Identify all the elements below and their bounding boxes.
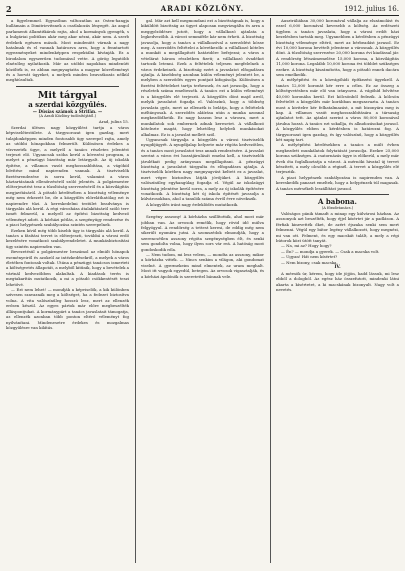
article-heading: Mit tárgyal	[37, 89, 98, 101]
dialogue-line: — Na, mi az? Hogy hogy?	[281, 243, 332, 249]
article-subheading: — Dúsías számok a Strifán. —	[32, 108, 103, 114]
article-paragraph: Valóságos pánik támadt a minap egy külvárosi házban. Az asszonyok azt beszélték, hogy éjjel kísértet jár a padláson. A férfiak kinevették őket, de azért éjszaka senki sem mert felmenni. Végül egy bátor legény vállalkozott, hogy megnézi, mi van ott. Felment, és egy macskát talált, a mely a régi bútorok közt ütött tanyát.	[276, 211, 399, 244]
section-numeral: IV.	[334, 265, 341, 271]
intro-paragraph: a figyelemmel. Egyszóban változatlan az Osten-hangja hullámain a Dimitrievitsnek a csatlakozás lényegét. Az angol parlamenti államtitkárok rajta, ahol a kormányok gyengék, s a bulgáriai politikus akár meg akar nézni, akár nem. A szerb érdekek egészen mások. Most mindenütt várnak a nagy hatalmak és el vannak határozva arra, hogy a fenntartott egyezményeket mindenképpen respektálni kívánják. Ez a birodalom egyszerűen tudomásul vette. A görög legutóbb elnézőleg nyilatkozik. Már az utóbbi napokban mindenütt közölték is, ez abban megnyugtatta a magyar közvéleményt és a horvát ügyeket, a melyek minden beavatkozás nélkül meghiúsultak.	[6, 18, 129, 83]
article-paragraph: — Nem tudom, mi lesz velem, — mondta az asszony, mikor a kórházba vitték. — Nincs senkim a világon, aki gondomat viselné. A gyermekeim mind elmentek, az uram meghalt. Most itt vagyok egyedül, betegen. Az orvosok vigasztalják, és a kórházi ápolónők is szeretettel bánnak vele.	[141, 252, 264, 279]
article-paragraph: Szegény asszony! A kórházba szállították, ahol most már jobban van. Az orvosok remélik, hogy rövid idő múlva felgyógyul. A rendőrség a tettest keresi, de eddig még nem sikerült nyomára jutni. A szomszédok elmondják, hogy a szerencsétlen asszony régóta szegénységben élt, és senki sem gondolta volna, hogy ilyen sors vár reá. A hatóság most gondoskodik róla.	[141, 214, 264, 252]
article-paragraph: A mélyépítési kérdésekben a tanács a múlt évben megkezdett munkálatok folytatását javasolja. Ezekre 25,000 korona szükséges. A csatornázás ügye is előkerül, a mely már évek óta foglalkoztatja a várost. A mérnöki hivatal új tervet készített, a mely olcsóbb a réginél. A tervet a közgyűlés elé terjesztik.	[276, 142, 399, 175]
issue-date: 1912. julius 16.	[344, 5, 399, 13]
dialogue-line: — Ugyan! Hát nem kísértet?	[281, 254, 338, 260]
dialogue-line: — Nem bizony, csak macska.	[281, 259, 338, 265]
newspaper-page	[6, 4, 399, 567]
newspaper-title: ARADI KÖZLÖNY.	[160, 4, 245, 13]
column-divider	[135, 18, 136, 563]
masthead	[6, 4, 399, 14]
article-paragraph: A mélyépítési és a közvágóhídi építkezési ügyekről. A tanács 12,000 koronát kér erre a célra. Ez az összeg a költségvetésben már elő van irányozva. A vágóhíd bővítése 40,000 koronába kerül. Ezt kölcsönből fedezik. A kölcsön felvételét a közgyűlés már korábban megszavazta. A tanács most a kivitelre kér felhatalmazást, a mit bizonyára meg is kap. A villamos vasút meghosszabbítására a társaság ajánlatot tett. Az ajánlat szerint a város 80,000 koronával járulna hozzá. A tanács ezt sokallja, és alkudozásokat javasol. A közgyűlés ebben a kérdésben is határozni fog. A tárgysorozat igen gazdag, és így valószínű, hogy a közgyűlés két napig tart.	[276, 77, 399, 142]
article-dateline: Arad, julius 15.	[98, 119, 129, 125]
column-1	[6, 18, 129, 563]
section-divider	[151, 210, 254, 211]
article-paragraph: Bevezetésül a polgármester beszámol az elmúlt hónapok eseményeiről és azokról az intézkedésekről, a melyek a város életében fontosak voltak. Utána a pénzügyi tanácsos ismerteti a költségvetés állapotát, a melyből kitűnik, hogy a bevételek a vártnál kedvezőbben alakultak. A kiadások terén is megtakarítás mutatkozik, a mi a pótadó csökkentését teszi lehetővé.	[6, 249, 129, 287]
section-title: A babona.	[318, 197, 357, 206]
article-paragraph: gal. Már azt kell megmondani ezt a bizottságnak is, hogy a kiküldött bizottság az ügyet alaposan megvizsgálta és arra a meggyőződésre jutott, hogy a vállalkozó ajánlata a legkedvezőbb. A várost semmiféle kár nem érheti. A bizottság javasolja, hogy a tanács a vállalkozóval a szerződést kösse meg. A szerződés feltételei a következők: a vállalkozó köteles a munkát a megállapított határidőre befejezni; a város a vételárat három részletben fizeti; a vállalkozó óvadékot tartozik letenni. Ezek a feltételek teljesen megfelelnek a város érdekeinek. A bizottság ezért a javaslatot elfogadásra ajánlja. A kisebbség azonban külön véleményt jelentett be, a melyben a szerződés egyes pontjait kifogásolja. Különösen a fizetési feltételeket tartja terhesnek, és azt javasolja, hogy a részletek száma emeltessék. A tanács ezt a külön véleményt is a közgyűlés elé terjeszti. A közgyűlés dönt majd arról, melyik javaslatot fogadja el. Valószínű, hogy a többség javaslata győz, mert az ellenzék is belátja, hogy a feltételek méltányosak. A szerződés aláírása után a munka azonnal megkezdődhetik. Ez nagy haszon lesz a városra, mert a munkálatok sok embernek adnak keresetet. A vállalkozó kötelezte magát, hogy lehetőleg helybeli munkásokat alkalmaz. Ez is a javaslat mellett szól.	[141, 18, 264, 137]
article-heading-2: a szerdai közgyűlés.	[28, 99, 107, 109]
article-paragraph: Ezeken kívül még több kisebb ügy is tárgyalás alá kerül. A tanács a fásítási tervet is előterjeszti, továbbá a városi erdő kezelésére vonatkozó szabályrendeletet. A munkásbiztosítási ügy szintén napirenden van.	[6, 227, 129, 249]
page-number: 2	[6, 4, 12, 14]
article-paragraph: Ugyancsak tárgyalja a közgyűlés a városi tisztviselők nyugdíjügyét. A nyugdíjalap helyzete már régóta kedvezőtlen, és a tanács most javaslatot tesz annak rendezésére. A javaslat szerint a város évi hozzájárulását emelni kell, a tisztviselők járulékait pedig arányosan megállapítani. A pénzügyi bizottság a javaslatot tárgyalta és elfogadásra ajánlja. A tisztviselők körében nagy megnyugvást keltett ez a javaslat, mert végre biztosítva látják jövőjüket. A közgyűlés valószínűleg egyhangúlag fogadja el. Végül az iskolaügyi bizottság jelentése kerül sorra, a mely az új iskolák építésére vonatkozik. A bizottság két új iskola építését javasolja a külvárosokban, ahol a tanulók száma évről évre növekszik.	[141, 136, 264, 202]
section-divider	[286, 194, 389, 195]
column-3	[276, 18, 399, 563]
article-paragraph: A közgyűlés iránt nagy érdeklődés mutatkozik.	[146, 201, 239, 207]
article-paragraph: A piaci helypénzek szabályozása is napirenden van. A kereskedők panaszt emeltek, hogy a helypénzek túl magasak. A tanács mérsékelt leszállítást javasol.	[276, 174, 399, 191]
article-paragraph: Szerdai ülésen nagy közgyűlést tartja a város képviselőtestülete. A tárgysorozat igen gazdag, mert tulajdonképpen minden fontosabb ügy szerepel rajta, amely az utóbbi hónapokban felmerült. Különösen érdekes a vízvezeték ügye, a melyről a tanács részletes jelentést terjeszt elő. Ugyancsak szóba kerül a kövezési program, a melyet a pénzügyi bizottság már letárgyalt. Az új iskolák építése, a villamos vasút meghosszabbítása, a vágóhíd bővítése mind napirenden vannak. A tisztviselők fizetésrendezése is sorra kerül, valamint a város háztartásának ellenőrzéséről szóló jelentés. A polgármester előterjesztést tesz a tűzoltóság szervezéséről és a közvilágítás megjavításáról. A pótadó kérdésében a bizottság véleménye még nem érkezett be, de a közgyűlés előreláthatólag ezt is napirendre tűzi. A kereskedelmi testület beadványa is tárgyalás alá kerül. A régi városháza átalakításáról szóló terv ismét felmerül, a melyről az építési bizottság kedvező véleményt adott. A kórházi pótlás, a szegényügy rendezése és a piaci helypénzek szabályozása szintén szerepelnek.	[6, 124, 129, 228]
column-divider	[270, 18, 271, 563]
dialogue-line: — Én? — mondja a gyerek. — Csak a macska volt.	[281, 248, 380, 254]
article-paragraph: Ausztráliában 30,000 koronával vállalja az elszámolást és ezzel 6,000 koronával kevesebb a költség. Az erdészeti ügyben a tanács javaslata, hogy a városi erdőt házi kezelésben tartsák meg. Ugyanebben a kérdésben a pénzügyi bizottság véleménye eltérő, mert az bérbeadást javasol. Ez évi 10,000 korona bevételt jelentene a városnak. A közgyűlés dönt. A tűzoltóság szervezése 20,000 korona évi kiadással jár. A rendőrség létszámemelése 15,000 korona, a közvilágítás 11,000 korona. Legalább 10,000 korona évi többlet szükséges ezekre. A bizottság kiszámította, hogy a pótadó ennek dacára sem emelkedik.	[276, 18, 399, 78]
column-2	[141, 18, 264, 563]
article-paragraph: — Ezt nem lehet! — mondják a képviselők, a kik különben szívesen szavaznák meg a költséget, ha a fedezet biztosítva volna. A vita valószínűleg hosszú lesz, mert az ellenzék erősen készül. Az egyes pártok már előre megbeszélték álláspontjukat. A kormánypárt a tanács javaslatait támogatja, az ellenzék azonban több ponton eltérő véleményt fog nyilvánítani. Mindenesetre érdekes és mozgalmas közgyűlésre van kilátás.	[6, 287, 129, 330]
article-paragraph: A mérnök úr, kérem, hogy ide jöjjön, hadd lássuk, mi lesz ebből a dologból. Az egész ház összefutott, mindenki látni akarta a kísértetet, a ki macskának bizonyult. Nagy volt a nevetés.	[276, 271, 399, 293]
section-byline: (A főzsdetanács.)	[321, 206, 354, 210]
section-divider	[16, 86, 119, 87]
masthead-rule	[6, 15, 399, 16]
article-byline: (A Aradi Közlöny tudósítójától.)	[38, 114, 96, 119]
